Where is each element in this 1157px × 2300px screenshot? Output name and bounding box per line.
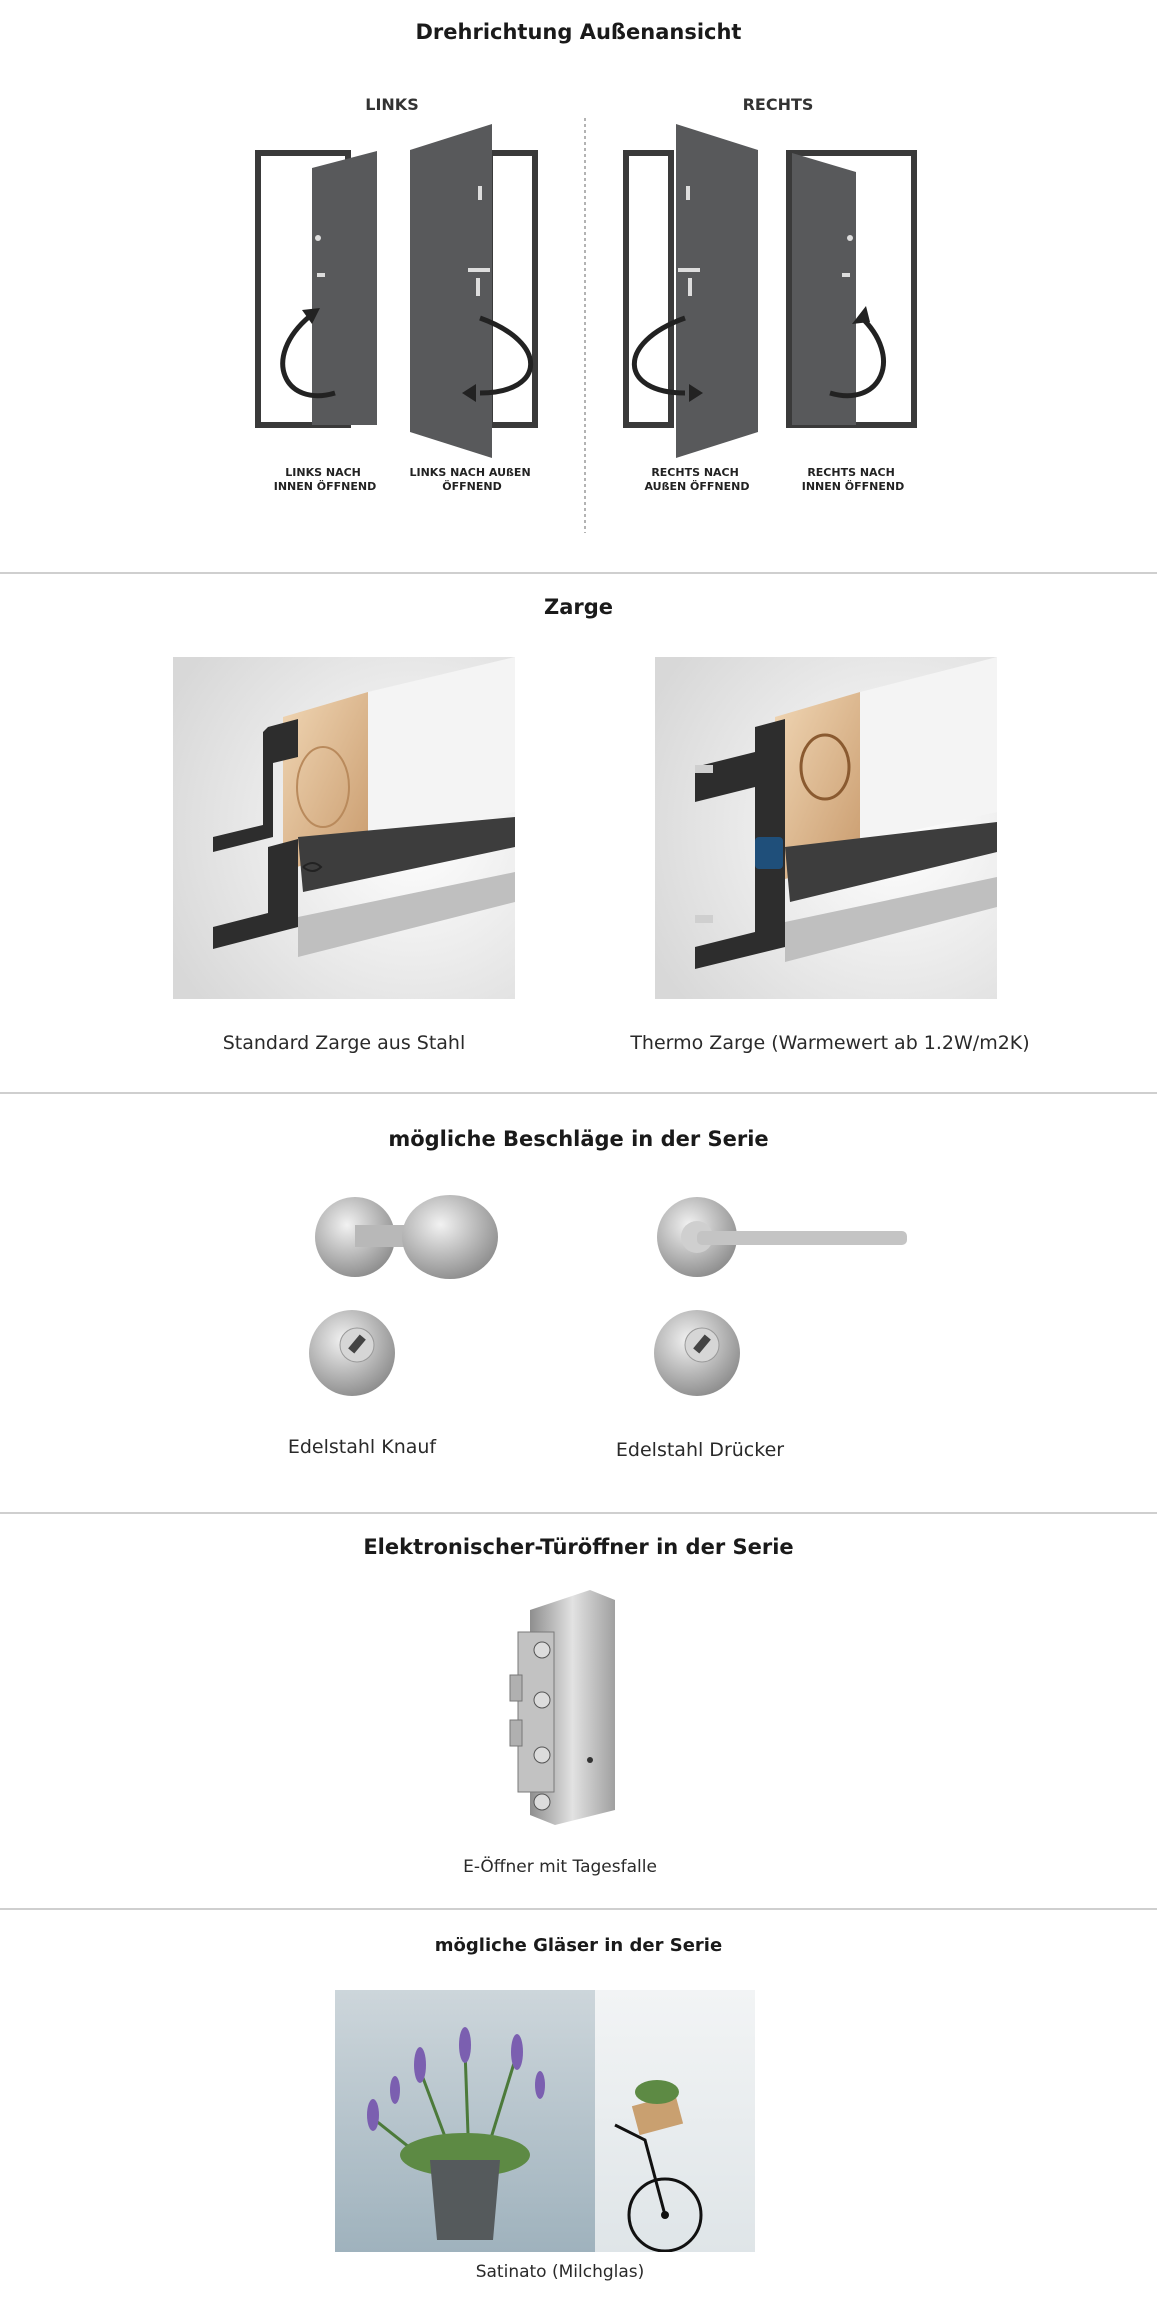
glaeser-title: mögliche Gläser in der Serie [434,1935,723,1956]
oeffner-title: Elektronischer-Türöffner in der Serie [363,1535,794,1559]
door-direction-title: Drehrichtung Außenansicht [415,20,742,44]
door-label-1-line1: LINKS NACH [285,466,361,479]
svg-text:RECHTS NACH INNEN ÖFFNEND [802,466,905,493]
standard-zarge-caption: Standard Zarge aus Stahl [222,1032,466,1054]
door-links-innen [258,151,377,425]
svg-text:LINKS NACH INNEN ÖFFNEND [274,466,377,493]
e-oeffner-caption: E-Öffner mit Tagesfalle [463,1857,657,1877]
links-label: LINKS [365,95,419,114]
door-label-4-line1: RECHTS NACH [807,466,895,479]
thermo-zarge-caption: Thermo Zarge (Warmewert ab 1.2W/m2K) [630,1032,1030,1054]
door-label-3-line1: RECHTS NACH [651,466,739,479]
svg-text:LINKS NACH AUßEN ÖFFNEND [410,466,535,493]
edelstahl-knauf-image [300,1185,510,1405]
door-label-1-line2: INNEN ÖFFNEND [273,480,377,493]
door-label-2-line1: LINKS NACH AUßEN [409,466,531,479]
thermo-zarge-image [655,657,997,999]
section-divider [0,572,1157,574]
door-rechts-aussen [626,124,758,458]
beschlaege-title: mögliche Beschläge in der Serie [388,1127,769,1151]
section-divider [0,1908,1157,1910]
edelstahl-knauf-caption: Edelstahl Knauf [287,1436,437,1458]
door-label-4-line2: INNEN ÖFFNEND [801,480,905,493]
rechts-label: RECHTS [742,95,814,114]
door-links-aussen [410,124,535,458]
section-divider [0,1512,1157,1514]
door-direction-illustration [240,88,930,538]
door-label-3-line2: AUßEN ÖFFNEND [644,480,750,493]
edelstahl-druecker-image [645,1185,935,1405]
section-divider [0,1092,1157,1094]
satinato-glass-image [335,1990,755,2252]
e-oeffner-image [500,1580,620,1830]
standard-zarge-image [173,657,515,999]
zarge-title: Zarge [543,595,614,619]
door-label-2-line2: ÖFFNEND [442,480,502,493]
satinato-caption: Satinato (Milchglas) [475,2262,645,2282]
svg-text:RECHTS NACH AUßEN ÖFFNEND [644,466,749,493]
door-rechts-innen [789,153,914,425]
edelstahl-druecker-caption: Edelstahl Drücker [615,1439,785,1461]
